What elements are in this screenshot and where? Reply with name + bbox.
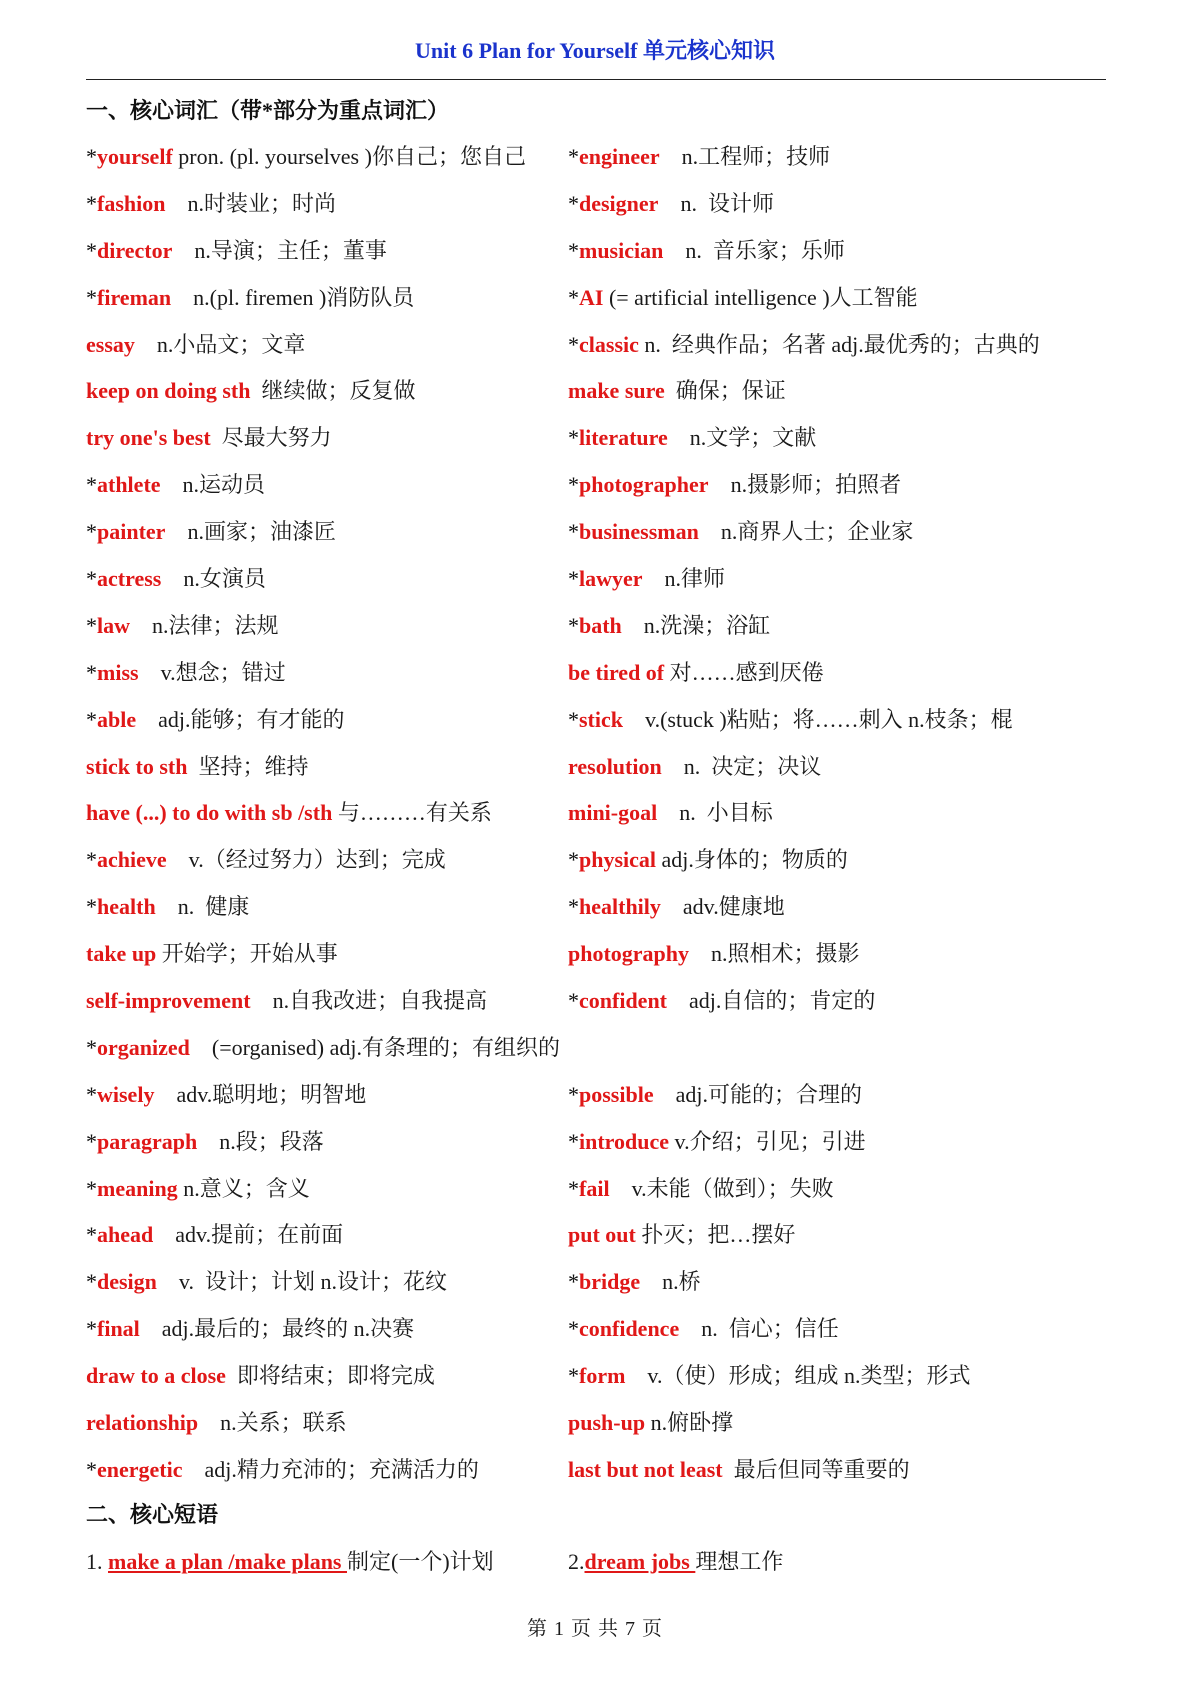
entry-word: meaning	[97, 1175, 178, 1201]
entry-definition: 确保；保证	[664, 378, 786, 404]
vocab-row	[86, 835, 1116, 882]
vocab-row	[86, 1257, 1116, 1304]
section-heading-phrases: 二、核心短语	[86, 1502, 219, 1527]
entry-star: *	[568, 1269, 579, 1295]
entry-star: *	[86, 144, 97, 169]
entry-star: *	[568, 706, 579, 732]
vocab-row	[86, 179, 1116, 226]
entry-star: *	[86, 566, 97, 592]
entry-word: design	[97, 1269, 157, 1295]
entry-definition: n.运动员	[160, 472, 266, 498]
entry-definition: n.关系；联系	[198, 1410, 347, 1436]
entry-definition: 与………有关系	[332, 800, 492, 826]
vocab-entry	[86, 750, 308, 781]
entry-word: final	[97, 1316, 140, 1342]
entry-word: businessman	[579, 519, 699, 545]
vocabulary-list	[86, 132, 1116, 1492]
vocab-row	[86, 226, 1116, 273]
entry-word: form	[579, 1363, 626, 1389]
entry-word: energetic	[97, 1456, 183, 1482]
entry-word: put out	[568, 1222, 636, 1248]
entry-definition: 继续做；反复做	[250, 378, 416, 404]
entry-definition: adv.健康地	[660, 894, 785, 920]
vocab-entry	[86, 374, 415, 405]
entry-word: stick to sth	[86, 753, 188, 779]
entry-star: *	[568, 1175, 579, 1201]
entry-definition: n.时装业；时尚	[165, 190, 336, 216]
entry-definition: 扑灭；把…摆好	[635, 1222, 796, 1248]
vocab-entry	[568, 1078, 862, 1109]
entry-definition: n. 信心；信任	[679, 1316, 839, 1342]
vocab-entry	[568, 796, 773, 827]
vocab-entry	[568, 1406, 733, 1437]
entry-definition: n.小品文；文章	[134, 331, 306, 357]
vocab-entry	[568, 750, 821, 781]
vocab-row	[86, 366, 1116, 413]
entry-definition: v.想念；错过	[138, 659, 286, 685]
vocab-row	[86, 273, 1116, 320]
entry-star: *	[568, 894, 579, 920]
vocab-row	[86, 1117, 1116, 1164]
vocab-entry	[86, 281, 414, 312]
vocab-entry	[568, 1172, 834, 1203]
entry-star: *	[568, 988, 579, 1014]
entry-word: law	[97, 612, 130, 638]
vocab-entry	[86, 1031, 560, 1062]
entry-definition: v.（经过努力）达到；完成	[166, 847, 446, 873]
phrase-word: dream jobs	[584, 1549, 696, 1574]
entry-star: *	[568, 331, 579, 357]
entry-definition: n.画家；油漆匠	[165, 519, 336, 545]
vocab-entry	[86, 656, 286, 687]
vocab-entry	[568, 234, 845, 265]
entry-star: *	[568, 612, 579, 638]
vocab-entry	[568, 656, 824, 687]
vocab-row	[86, 1445, 1116, 1492]
vocab-row	[86, 1164, 1116, 1211]
vocab-row	[86, 695, 1116, 742]
vocab-row	[86, 788, 1116, 835]
vocab-entry	[86, 796, 492, 827]
vocab-entry	[86, 187, 336, 218]
entry-word: physical	[579, 847, 657, 873]
entry-definition: n. 小目标	[657, 800, 773, 826]
entry-word: bath	[579, 612, 622, 638]
entry-star: *	[86, 519, 97, 545]
vocab-entry	[568, 1359, 971, 1390]
vocab-entry	[86, 1312, 414, 1343]
entry-word: stick	[579, 706, 623, 732]
vocab-row	[86, 648, 1116, 695]
entry-definition: 对……感到厌倦	[664, 659, 824, 685]
entry-definition: v.（使）形成；组成 n.类型；形式	[625, 1363, 971, 1389]
vocab-entry	[568, 1453, 910, 1484]
entry-word: engineer	[579, 144, 660, 169]
entry-word: wisely	[97, 1081, 155, 1107]
entry-definition: adj.自信的；肯定的	[667, 988, 876, 1014]
vocab-entry	[568, 984, 875, 1015]
entry-definition: n. 设计师	[658, 190, 774, 216]
vocab-entry	[86, 1265, 447, 1296]
entry-star: *	[86, 472, 97, 498]
entry-star: *	[86, 1128, 97, 1154]
entry-definition: adv.聪明地；明智地	[154, 1081, 367, 1107]
entry-word: bridge	[579, 1269, 641, 1295]
entry-definition: n.自我改进；自我提高	[250, 988, 488, 1014]
entry-word: fail	[579, 1175, 610, 1201]
entry-word: photography	[568, 941, 690, 967]
vocab-entry	[568, 468, 901, 499]
phrase-number: 1.	[86, 1549, 108, 1574]
entry-word: resolution	[568, 753, 662, 779]
vocab-row	[86, 882, 1116, 929]
entry-word: take up	[86, 941, 157, 967]
entry-word: literature	[579, 425, 668, 451]
page-title: Unit 6 Plan for Yourself 单元核心知识	[415, 38, 775, 63]
entry-word: draw to a close	[86, 1363, 226, 1389]
vocab-row	[86, 1304, 1116, 1351]
entry-star: *	[568, 190, 579, 216]
entry-word: push-up	[568, 1410, 646, 1436]
entry-star: *	[568, 847, 579, 873]
entry-definition: n.商界人士；企业家	[698, 519, 914, 545]
vocab-row	[86, 1351, 1116, 1398]
entry-word: essay	[86, 331, 135, 357]
title-divider	[86, 79, 1106, 80]
vocab-row	[86, 1398, 1116, 1445]
entry-word: possible	[579, 1081, 654, 1107]
entry-star: *	[568, 472, 579, 498]
entry-star: *	[568, 519, 579, 545]
vocab-entry	[86, 1125, 324, 1156]
vocab-entry	[568, 609, 770, 640]
entry-star: *	[568, 144, 579, 169]
vocab-row	[86, 601, 1116, 648]
entry-definition: 开始学；开始从事	[156, 941, 338, 967]
entry-star: *	[568, 284, 579, 310]
vocab-entry	[568, 890, 785, 921]
vocab-entry	[86, 843, 446, 874]
entry-definition: 最后但同等重要的	[722, 1456, 910, 1482]
entry-definition: n. 健康	[155, 894, 250, 920]
entry-word: be tired of	[568, 659, 665, 685]
vocab-entry	[568, 187, 774, 218]
entry-definition: adj.可能的；合理的	[653, 1081, 862, 1107]
entry-word: painter	[97, 519, 166, 545]
vocab-entry	[86, 140, 526, 171]
entry-star: *	[568, 1363, 579, 1389]
phrase-definition: 理想工作	[695, 1549, 784, 1574]
vocab-entry	[86, 562, 266, 593]
vocab-entry	[568, 140, 830, 171]
entry-definition: 即将结束；即将完成	[225, 1363, 435, 1389]
vocab-entry	[86, 609, 279, 640]
entry-definition: 尽最大努力	[210, 425, 332, 451]
vocab-entry	[86, 234, 387, 265]
vocab-entry	[86, 328, 305, 359]
entry-star: *	[86, 1456, 97, 1482]
vocab-entry	[86, 1406, 347, 1437]
vocab-entry	[86, 703, 345, 734]
entry-word: fireman	[97, 284, 172, 310]
vocab-entry	[568, 421, 816, 452]
page-footer: 第 1 页 共 7 页	[527, 1618, 663, 1640]
entry-definition: n.女演员	[161, 566, 266, 592]
entry-definition: adj.身体的；物质的	[656, 847, 848, 873]
entry-word: relationship	[86, 1410, 199, 1436]
entry-star: *	[86, 659, 97, 685]
vocab-entry	[568, 1125, 866, 1156]
entry-word: AI	[579, 284, 604, 310]
entry-definition: adj.精力充沛的；充满活力的	[182, 1456, 479, 1482]
entry-definition: n.法律；法规	[130, 612, 279, 638]
vocab-row	[86, 320, 1116, 367]
entry-word: confident	[579, 988, 667, 1014]
vocab-row	[86, 1070, 1116, 1117]
vocab-entry	[86, 1453, 479, 1484]
entry-definition: (= artificial intelligence )人工智能	[603, 284, 918, 310]
entry-word: able	[97, 706, 137, 732]
entry-word: health	[97, 894, 156, 920]
entry-star: *	[86, 1269, 97, 1295]
entry-definition: n.律师	[642, 566, 726, 592]
vocab-row	[86, 929, 1116, 976]
entry-definition: adj.最后的；最终的 n.决赛	[139, 1316, 415, 1342]
vocab-entry	[568, 374, 786, 405]
entry-definition: n. 经典作品；名著 adj.最优秀的；古典的	[638, 331, 1040, 357]
entry-star: *	[86, 237, 97, 263]
entry-word: have (...) to do with sb /sth	[86, 800, 333, 826]
entry-word: paragraph	[97, 1128, 198, 1154]
entry-word: photographer	[579, 472, 709, 498]
phrase-list	[86, 1545, 1116, 1579]
entry-definition: n.俯卧撑	[645, 1410, 734, 1436]
entry-star: *	[568, 425, 579, 451]
vocab-entry	[568, 515, 913, 546]
phrase-number: 2.	[568, 1549, 585, 1574]
entry-star: *	[86, 1034, 97, 1060]
vocab-entry	[568, 843, 848, 874]
entry-star: *	[568, 1128, 579, 1154]
vocab-row	[86, 554, 1116, 601]
entry-word: try one's best	[86, 425, 211, 451]
entry-definition: n.文学；文献	[667, 425, 817, 451]
vocab-entry	[86, 421, 332, 452]
vocab-entry	[568, 281, 918, 312]
entry-star: *	[86, 612, 97, 638]
entry-word: healthily	[579, 894, 661, 920]
entry-word: organized	[97, 1034, 190, 1060]
entry-word: confidence	[579, 1316, 680, 1342]
entry-definition: n. 音乐家；乐师	[663, 237, 845, 263]
entry-definition: n.照相术；摄影	[689, 941, 860, 967]
entry-star: *	[568, 237, 579, 263]
phrase-definition: 制定(一个)计划	[347, 1549, 494, 1574]
section-heading-vocabulary: 一、核心词汇（带*部分为重点词汇）	[86, 98, 450, 123]
phrase-word: make a plan /make plans	[108, 1549, 347, 1574]
vocab-entry	[568, 937, 860, 968]
entry-word: actress	[97, 566, 162, 592]
entry-definition: n.(pl. firemen )消防队员	[171, 284, 415, 310]
entry-definition: n.摄影师；拍照者	[708, 472, 902, 498]
vocab-entry	[86, 468, 265, 499]
entry-definition: adv.提前；在前面	[153, 1222, 344, 1248]
phrase-item	[86, 1545, 494, 1576]
entry-word: ahead	[97, 1222, 154, 1248]
entry-word: athlete	[97, 472, 161, 498]
entry-star: *	[86, 1222, 97, 1248]
entry-word: self-improvement	[86, 988, 251, 1014]
entry-word: musician	[579, 237, 664, 263]
entry-word: miss	[97, 659, 139, 685]
vocab-entry	[568, 328, 1040, 359]
entry-definition: adj.能够；有才能的	[136, 706, 345, 732]
entry-definition: 坚持；维持	[187, 753, 309, 779]
vocab-entry	[568, 1218, 795, 1249]
vocab-row	[86, 132, 1116, 179]
entry-definition: v. 设计；计划 n.设计；花纹	[156, 1269, 447, 1295]
entry-star: *	[568, 566, 579, 592]
vocab-entry	[568, 1265, 701, 1296]
vocab-row	[86, 1023, 1116, 1070]
entry-star: *	[568, 1316, 579, 1342]
entry-definition: n.工程师；技师	[659, 144, 831, 169]
phrase-item	[568, 1545, 783, 1576]
entry-definition: n.意义；含义	[177, 1175, 310, 1201]
entry-word: keep on doing sth	[86, 378, 251, 404]
vocab-entry	[86, 984, 487, 1015]
entry-star: *	[86, 1175, 97, 1201]
vocab-entry	[568, 703, 1013, 734]
entry-definition: n. 决定；决议	[661, 753, 822, 779]
entry-star: *	[86, 190, 97, 216]
entry-star: *	[86, 284, 97, 310]
entry-word: fashion	[97, 190, 166, 216]
vocab-row	[86, 1210, 1116, 1257]
entry-word: classic	[579, 331, 639, 357]
vocab-entry	[568, 1312, 839, 1343]
entry-star: *	[86, 894, 97, 920]
vocab-row	[86, 460, 1116, 507]
entry-star: *	[568, 1081, 579, 1107]
entry-definition: n.桥	[640, 1269, 701, 1295]
entry-definition: v.介绍；引见；引进	[669, 1128, 866, 1154]
entry-word: last but not least	[568, 1456, 723, 1482]
entry-word: mini-goal	[568, 800, 658, 826]
vocab-entry	[86, 1078, 366, 1109]
vocab-row	[86, 742, 1116, 789]
entry-word: director	[97, 237, 173, 263]
entry-star: *	[86, 847, 97, 873]
vocab-entry	[86, 1172, 310, 1203]
entry-definition: pron. (pl. yourselves )你自己；您自己	[172, 144, 526, 169]
entry-word: make sure	[568, 378, 665, 404]
entry-definition: v.(stuck )粘贴；将……刺入 n.枝条；棍	[623, 706, 1013, 732]
entry-word: introduce	[579, 1128, 670, 1154]
vocab-row	[86, 976, 1116, 1023]
vocab-entry	[568, 562, 725, 593]
entry-definition: v.未能（做到）；失败	[609, 1175, 834, 1201]
vocab-entry	[86, 937, 338, 968]
entry-word: yourself	[97, 144, 173, 169]
entry-star: *	[86, 706, 97, 732]
vocab-row	[86, 413, 1116, 460]
entry-word: achieve	[97, 847, 167, 873]
vocab-entry	[86, 1359, 435, 1390]
vocab-entry	[86, 1218, 343, 1249]
vocab-row	[86, 507, 1116, 554]
entry-word: designer	[579, 190, 659, 216]
entry-definition: (=organised) adj.有条理的；有组织的	[189, 1034, 560, 1060]
entry-definition: n.导演；主任；董事	[172, 237, 387, 263]
entry-star: *	[86, 1316, 97, 1342]
entry-definition: n.洗澡；浴缸	[621, 612, 771, 638]
entry-word: lawyer	[579, 566, 643, 592]
entry-definition: n.段；段落	[197, 1128, 324, 1154]
entry-star: *	[86, 1081, 97, 1107]
vocab-entry	[86, 515, 336, 546]
vocab-entry	[86, 890, 249, 921]
